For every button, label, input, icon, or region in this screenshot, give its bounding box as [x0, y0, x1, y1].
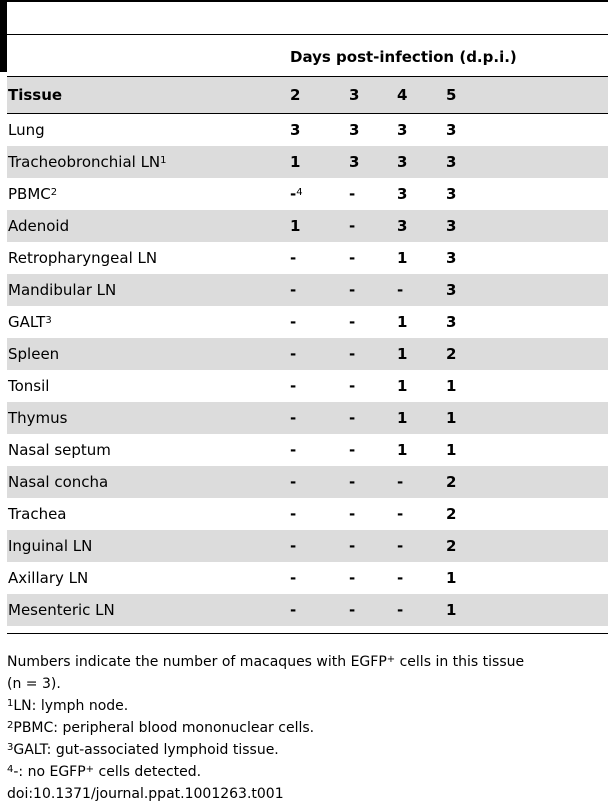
- table-row: [7, 146, 608, 178]
- value-cell-d4: -: [397, 505, 404, 523]
- value-cell-d5: 3: [446, 313, 457, 331]
- top-rule: [7, 0, 608, 2]
- value-cell-d2: -: [290, 505, 297, 523]
- value-cell-d5: 3: [446, 281, 457, 299]
- value-cell-d5: 3: [446, 185, 457, 203]
- group-header: Days post-infection (d.p.i.): [290, 48, 517, 66]
- tissue-cell: Nasal septum: [8, 441, 111, 459]
- tissue-cell: Adenoid: [8, 217, 70, 235]
- value-cell-d4: 3: [397, 153, 408, 171]
- value-cell-d5: 3: [446, 249, 457, 267]
- value-cell-d3: -: [349, 537, 356, 555]
- value-cell-d4: -: [397, 537, 404, 555]
- column-header-tissue: Tissue: [8, 86, 63, 104]
- column-header-day-2: 2: [290, 86, 301, 104]
- value-cell-d5: 2: [446, 473, 457, 491]
- value-cell-d2: -: [290, 249, 297, 267]
- table-row: [7, 466, 608, 498]
- column-header-day-4: 4: [397, 86, 408, 104]
- value-cell-d3: 3: [349, 121, 360, 139]
- value-cell-d2: -: [290, 569, 297, 587]
- tissue-cell: Axillary LN: [8, 569, 89, 587]
- column-header-day-5: 5: [446, 86, 457, 104]
- value-cell-d4: 1: [397, 249, 408, 267]
- value-cell-d2: -: [290, 345, 297, 363]
- value-cell-d2: -: [290, 313, 297, 331]
- value-cell-d2: -: [290, 441, 297, 459]
- value-cell-d3: -: [349, 569, 356, 587]
- value-cell-d5: 2: [446, 345, 457, 363]
- table-row: [7, 530, 608, 562]
- tissue-cell: Thymus: [8, 409, 68, 427]
- table-row: [7, 114, 608, 146]
- value-cell-d4: -: [397, 569, 404, 587]
- value-cell-d2: -: [290, 377, 297, 395]
- value-cell-d2: - $^4$: [290, 185, 303, 203]
- table-row: [7, 178, 608, 210]
- left-border-mark: [0, 0, 7, 72]
- value-cell-d3: 3: [349, 153, 360, 171]
- value-cell-d3: -: [349, 217, 356, 235]
- value-cell-d5: 1: [446, 377, 457, 395]
- value-cell-d4: -: [397, 473, 404, 491]
- value-cell-d3: -: [349, 345, 356, 363]
- value-cell-d2: 1: [290, 153, 301, 171]
- value-cell-d3: -: [349, 313, 356, 331]
- table-row: [7, 562, 608, 594]
- table-row: [7, 274, 608, 306]
- column-header-row: [7, 77, 608, 113]
- tissue-cell: Trachea: [8, 505, 67, 523]
- doi-text: doi:10.1371/journal.ppat.1001263.t001: [7, 786, 284, 802]
- table-row: [7, 370, 608, 402]
- footnote-3: $^3$GALT: gut-associated lymphoid tissue.: [7, 742, 279, 758]
- tissue-cell: Nasal concha: [8, 473, 109, 491]
- value-cell-d5: 3: [446, 153, 457, 171]
- value-cell-d4: 1: [397, 441, 408, 459]
- value-cell-d2: -: [290, 281, 297, 299]
- value-cell-d3: -: [349, 249, 356, 267]
- value-cell-d4: 1: [397, 313, 408, 331]
- tissue-cell: Inguinal LN: [8, 537, 93, 555]
- value-cell-d3: -: [349, 281, 356, 299]
- value-cell-d3: -: [349, 409, 356, 427]
- value-cell-d3: -: [349, 473, 356, 491]
- value-cell-d4: 1: [397, 345, 408, 363]
- value-cell-d5: 1: [446, 569, 457, 587]
- tissue-cell: Mandibular LN: [8, 281, 117, 299]
- value-cell-d2: -: [290, 601, 297, 619]
- value-cell-d5: 1: [446, 601, 457, 619]
- footnote-1: $^1$LN: lymph node.: [7, 698, 129, 714]
- table-row: [7, 210, 608, 242]
- value-cell-d4: -: [397, 281, 404, 299]
- value-cell-d3: -: [349, 601, 356, 619]
- value-cell-d2: -: [290, 409, 297, 427]
- value-cell-d2: -: [290, 473, 297, 491]
- value-cell-d4: 3: [397, 217, 408, 235]
- value-cell-d5: 1: [446, 409, 457, 427]
- value-cell-d3: -: [349, 505, 356, 523]
- column-header-day-3: 3: [349, 86, 360, 104]
- footnotes: [7, 651, 602, 805]
- value-cell-d5: 3: [446, 217, 457, 235]
- table-bottom-rule: [7, 633, 608, 634]
- footnote-4: $^4$-: no EGFP+ cells detected.: [7, 764, 202, 780]
- value-cell-d2: 3: [290, 121, 301, 139]
- value-cell-d5: 2: [446, 505, 457, 523]
- table-row: [7, 434, 608, 466]
- tissue-cell: PBMC $^2$: [8, 185, 58, 203]
- table-row: [7, 498, 608, 530]
- table-row: [7, 242, 608, 274]
- value-cell-d2: -: [290, 537, 297, 555]
- value-cell-d3: -: [349, 185, 356, 203]
- tissue-cell: Retropharyngeal LN: [8, 249, 158, 267]
- footnote-main-cont: (n = 3).: [7, 676, 61, 692]
- footnote-2: $^2$PBMC: peripheral blood mononuclear cells.: [7, 720, 315, 736]
- value-cell-d4: 3: [397, 185, 408, 203]
- table-row: [7, 594, 608, 626]
- value-cell-d5: 3: [446, 121, 457, 139]
- value-cell-d5: 2: [446, 537, 457, 555]
- table-row: [7, 306, 608, 338]
- tissue-cell: Lung: [8, 121, 45, 139]
- table-row: [7, 402, 608, 434]
- tissue-cell: GALT $^3$: [8, 313, 52, 331]
- tissue-cell: Spleen: [8, 345, 60, 363]
- value-cell-d4: -: [397, 601, 404, 619]
- value-cell-d4: 3: [397, 121, 408, 139]
- tissue-cell: Tonsil: [8, 377, 50, 395]
- value-cell-d3: -: [349, 441, 356, 459]
- value-cell-d4: 1: [397, 377, 408, 395]
- value-cell-d2: 1: [290, 217, 301, 235]
- header-rule-top: [7, 34, 608, 35]
- tissue-cell: Tracheobronchial LN $^1$: [8, 153, 167, 171]
- value-cell-d4: 1: [397, 409, 408, 427]
- tissue-cell: Mesenteric LN: [8, 601, 115, 619]
- footnote-main: Numbers indicate the number of macaques with EGFP+ cells in this tissue: [7, 654, 525, 670]
- value-cell-d3: -: [349, 377, 356, 395]
- table-row: [7, 338, 608, 370]
- value-cell-d5: 1: [446, 441, 457, 459]
